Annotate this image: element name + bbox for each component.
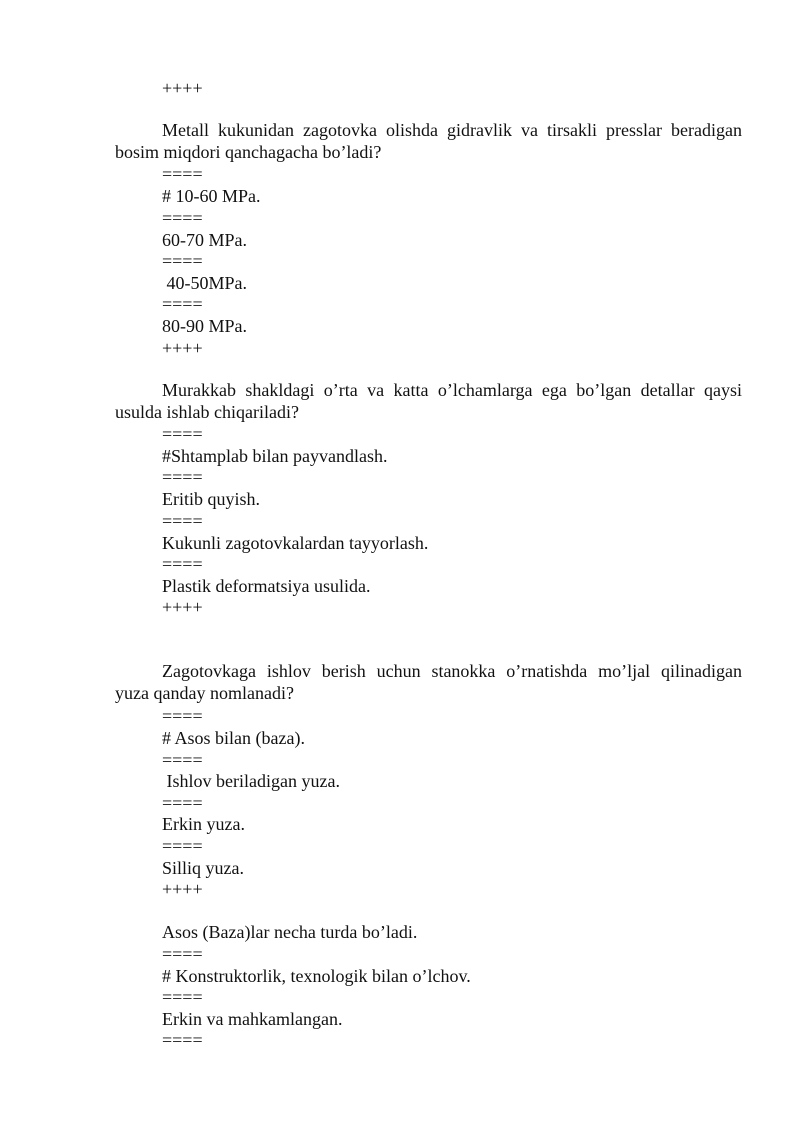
question-1 <box>115 120 742 163</box>
question-2 <box>115 380 742 423</box>
answer-option: Erkin yuza. <box>162 814 245 834</box>
answer-option: 40-50MPa. <box>162 273 247 293</box>
block-separator: ++++ <box>162 879 203 899</box>
question-text: yuza qanday nomlanadi? <box>115 682 294 703</box>
option-separator: ==== <box>162 1030 203 1050</box>
answer-option: #Shtamplab bilan payvandlash. <box>162 446 388 466</box>
question-text: usulda ishlab chiqariladi? <box>115 401 299 422</box>
option-separator: ==== <box>162 554 203 574</box>
answer-option: 80-90 MPa. <box>162 316 247 336</box>
block-separator: ++++ <box>162 338 203 358</box>
answer-option: # Asos bilan (baza). <box>162 728 305 748</box>
block-separator: ++++ <box>162 597 203 617</box>
answer-option: Plastik deformatsiya usulida. <box>162 576 371 596</box>
option-separator: ==== <box>162 294 203 314</box>
answer-option: # 10-60 MPa. <box>162 186 261 206</box>
option-separator: ==== <box>162 164 203 184</box>
option-separator: ==== <box>162 793 203 813</box>
answer-option: Erkin va mahkamlangan. <box>162 1009 343 1029</box>
question-text: bosim miqdori qanchagacha bo’ladi? <box>115 141 382 162</box>
question-text: Metall kukunidan zagotovka olishda gidravlik va tirsakli presslar beradigan <box>162 120 742 140</box>
option-separator: ==== <box>162 706 203 726</box>
option-separator: ==== <box>162 251 203 271</box>
block-separator: ++++ <box>162 78 203 98</box>
question-text: Zagotovkaga ishlov berish uchun stanokka o’rnatishda mo’ljal qilinadigan <box>162 661 742 681</box>
answer-option: 60-70 MPa. <box>162 230 247 250</box>
question-text: Asos (Baza)lar necha turda bo’ladi. <box>162 922 418 942</box>
answer-option: Ishlov beriladigan yuza. <box>162 771 340 791</box>
answer-option: Silliq yuza. <box>162 858 244 878</box>
question-text: Murakkab shakldagi o’rta va katta o’lchamlarga ega bo’lgan detallar qaysi <box>162 380 742 400</box>
answer-option: # Konstruktorlik, texnologik bilan o’lchov. <box>162 966 471 986</box>
answer-option: Eritib quyish. <box>162 489 260 509</box>
option-separator: ==== <box>162 511 203 531</box>
option-separator: ==== <box>162 424 203 444</box>
option-separator: ==== <box>162 208 203 228</box>
answer-option: Kukunli zagotovkalardan tayyorlash. <box>162 533 429 553</box>
option-separator: ==== <box>162 944 203 964</box>
option-separator: ==== <box>162 987 203 1007</box>
option-separator: ==== <box>162 836 203 856</box>
option-separator: ==== <box>162 750 203 770</box>
question-3 <box>115 661 742 704</box>
option-separator: ==== <box>162 467 203 487</box>
